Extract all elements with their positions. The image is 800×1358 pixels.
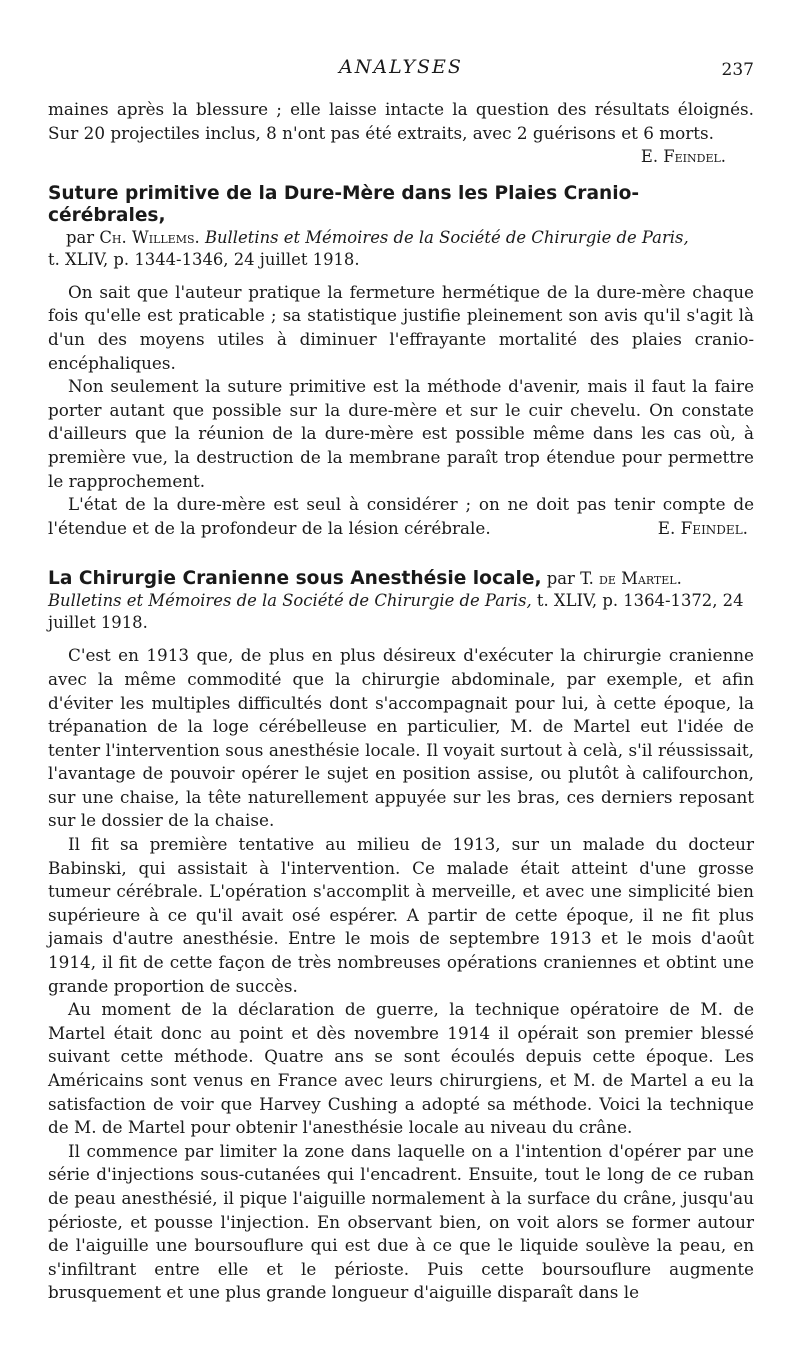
- paragraph: On sait que l'auteur pratique la fermeture hermétique de la dure-mère chaque fois qu'elle est praticable ; sa statistique justifie pleinement son avis qu'il s'agit là d'un des moyens utiles à diminuer l'effrayante mortalité des plaies cranio-encéphaliques.: [48, 281, 754, 373]
- article-reference: t. XLIV, p. 1344-1346, 24 juillet 1918.: [48, 249, 360, 269]
- paragraph-text: L'état de la dure-mère est seul à considérer ; on ne doit pas tenir compte de l'étendue et de la profondeur de la lésion cérébrale.: [48, 494, 754, 538]
- article-heading-2: [48, 568, 754, 634]
- paragraph: [48, 493, 754, 540]
- article-title: Suture primitive de la Dure-Mère dans les Plaies Cranio-cérébrales,: [48, 182, 640, 226]
- article-title: La Chirurgie Cranienne sous Anesthésie locale,: [48, 568, 542, 590]
- article-author: Ch. Willems.: [99, 227, 200, 247]
- signature: E. Feindel.: [657, 517, 748, 538]
- paragraph: Au moment de la déclaration de guerre, la technique opératoire de M. de Martel était donc au point et dès novembre 1914 il opérait son premier blessé suivant cette méthode. Quatre ans se sont écoulés depuis cette époque. Les Américains sont venus en France avec leurs chirurgiens, et M. de Martel a eu la satisfaction de voir que Harvey Cushing a adopté sa méthode. Voici la technique de M. de Martel pour obtenir l'anesthésie locale au niveau du crâne.: [48, 999, 754, 1138]
- journal-name: Bulletins et Mémoires de la Société de Chirurgie de Paris,: [48, 591, 532, 611]
- by-word: par: [66, 227, 95, 247]
- article-reference: t. XLIV, p. 1364-1372, 24 juillet 1918.: [48, 591, 744, 633]
- page-number: 237: [721, 60, 754, 80]
- previous-article-end: maines après la blessure ; elle laisse intacte la question des résultats éloignés. Sur 20 projectiles inclus, 8 n'ont pas été extraits, avec 2 guérisons et 6 morts.: [48, 99, 754, 143]
- paragraph: Non seulement la suture primitive est la méthode d'avenir, mais il faut la faire porter autant que possible sur la dure-mère et sur le cuir chevelu. On constate d'ailleurs que la réunion de la dure-mère est possible même dans les cas où, à première vue, la destruction de la membrane paraît trop étendue pour permettre le rapprochement.: [48, 376, 754, 491]
- journal-name: Bulletins et Mémoires de la Société de Chirurgie de Paris,: [204, 227, 689, 247]
- article-heading-1: [48, 183, 754, 271]
- paragraph: Il fit sa première tentative au milieu de 1913, sur un malade du docteur Babinski, qui assistait à l'intervention. Ce malade était atteint d'une grosse tumeur cérébrale. L'opération s'accomplit à merveille, et avec une simplicité bien supérieure à ce qu'il avait osé espérer. A partir de cette époque, il ne fit plus jamais d'autre anesthésie. Entre le mois de septembre 1913 et le mois d'août 1914, il fit de cette façon de très nombreuses opérations craniennes et obtint une grande proportion de succès.: [48, 834, 754, 996]
- page-header: [48, 0, 754, 98]
- signature: E. Feindel.: [640, 147, 726, 167]
- paragraph: C'est en 1913 que, de plus en plus désireux d'exécuter la chirurgie cranienne avec la même commodité que la chirurgie abdominale, par exemple, et afin d'éviter les multiples difficultés dont s'accompagnait pour lui, à cette époque, la trépanation de la loge cérébelleuse en particulier, M. de Martel eut l'idée de tenter l'intervention sous anesthésie locale. Il voyait surtout à celà, s'il réussissait, l'avantage de pouvoir opérer le sujet en position assise, ou plutôt à califourchon, sur une chaise, la tête naturellement appuyée sur les bras, ces derniers reposant sur le dossier de la chaise.: [48, 645, 754, 831]
- paragraph: Il commence par limiter la zone dans laquelle on a l'intention d'opérer par une série d'injections sous-cutanées qui l'encadrent. Ensuite, tout le long de ce ruban de peau anesthésié, il pique l'aiguille normalement à la surface du crâne, jusqu'au périoste, et pousse l'injection. En observant bien, on voit alors se former autour de l'aiguille une boursouflure qui est due à ce que le liquide soulève la peau, en s'infiltrant entre elle et le périoste. Puis cette boursouflure augmente brusquement et une plus grande longueur d'aiguille disparaît dans le: [48, 1140, 754, 1303]
- article-author: T. de Martel.: [580, 569, 682, 589]
- by-word: par: [546, 569, 575, 589]
- running-title: ANALYSES: [339, 56, 463, 78]
